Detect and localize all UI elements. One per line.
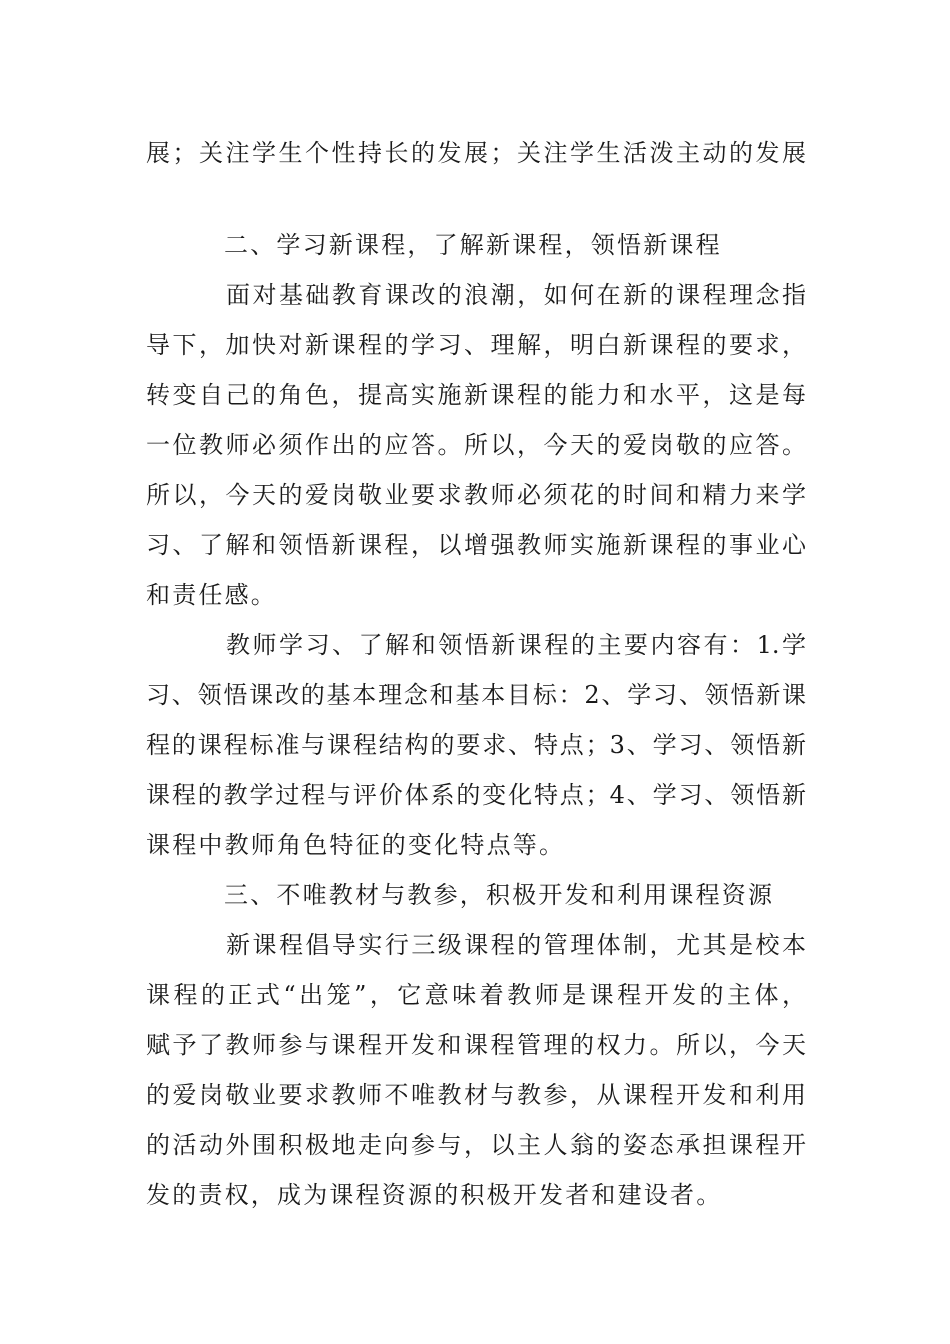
paragraph — [146, 270, 806, 620]
heading-text: 二、学习新课程，了解新课程，领悟新课程 — [224, 231, 722, 259]
paragraph-continuation — [146, 128, 806, 178]
text-line: 发的责权，成为课程资源的积极开发者和建设者。 — [146, 1181, 723, 1209]
heading-text: 三、不唯教材与教参，积极开发和利用课程资源 — [224, 881, 775, 909]
text-line: 程的课程标准与课程结构的要求、特点；3、学习、领悟新 — [146, 731, 806, 759]
text-line: 课程的教学过程与评价体系的变化特点；4、学习、领悟新 — [146, 781, 806, 809]
section-heading-3 — [146, 870, 806, 920]
text-line: 展；关注学生个性持长的发展；关注学生活泼主动的发展 — [146, 139, 806, 167]
text-line: 转变自己的角色，提高实施新课程的能力和水平，这是每 — [146, 381, 806, 409]
text-line: 新课程倡导实行三级课程的管理体制，尤其是校本 — [226, 931, 806, 959]
text-line: 的活动外围积极地走向参与，以主人翁的姿态承担课程开 — [146, 1131, 806, 1159]
text-line: 一位教师必须作出的应答。所以，今天的爱岗敬的应答。 — [146, 431, 806, 459]
document-body — [146, 128, 806, 1220]
text-line: 教师学习、了解和领悟新课程的主要内容有：1.学 — [226, 631, 806, 659]
text-line: 导下，加快对新课程的学习、理解，明白新课程的要求， — [146, 331, 806, 359]
paragraph — [146, 620, 806, 870]
text-line: 习、了解和领悟新课程，以增强教师实施新课程的事业心 — [146, 531, 806, 559]
text-line: 和责任感。 — [146, 581, 277, 609]
text-line: 课程中教师角色特征的变化特点等。 — [146, 831, 566, 859]
paragraph — [146, 920, 806, 1220]
text-line: 赋予了教师参与课程开发和课程管理的权力。所以，今天 — [146, 1031, 806, 1059]
section-heading-2 — [146, 220, 806, 270]
text-line: 课程的正式“出笼”，它意味着教师是课程开发的主体， — [146, 981, 806, 1009]
text-line: 的爱岗敬业要求教师不唯教材与教参，从课程开发和利用 — [146, 1081, 806, 1109]
text-line: 所以，今天的爱岗敬业要求教师必须花的时间和精力来学 — [146, 481, 806, 509]
text-line: 面对基础教育课改的浪潮，如何在新的课程理念指 — [226, 281, 806, 309]
text-line: 习、领悟课改的基本理念和基本目标：2、学习、领悟新课 — [146, 681, 806, 709]
